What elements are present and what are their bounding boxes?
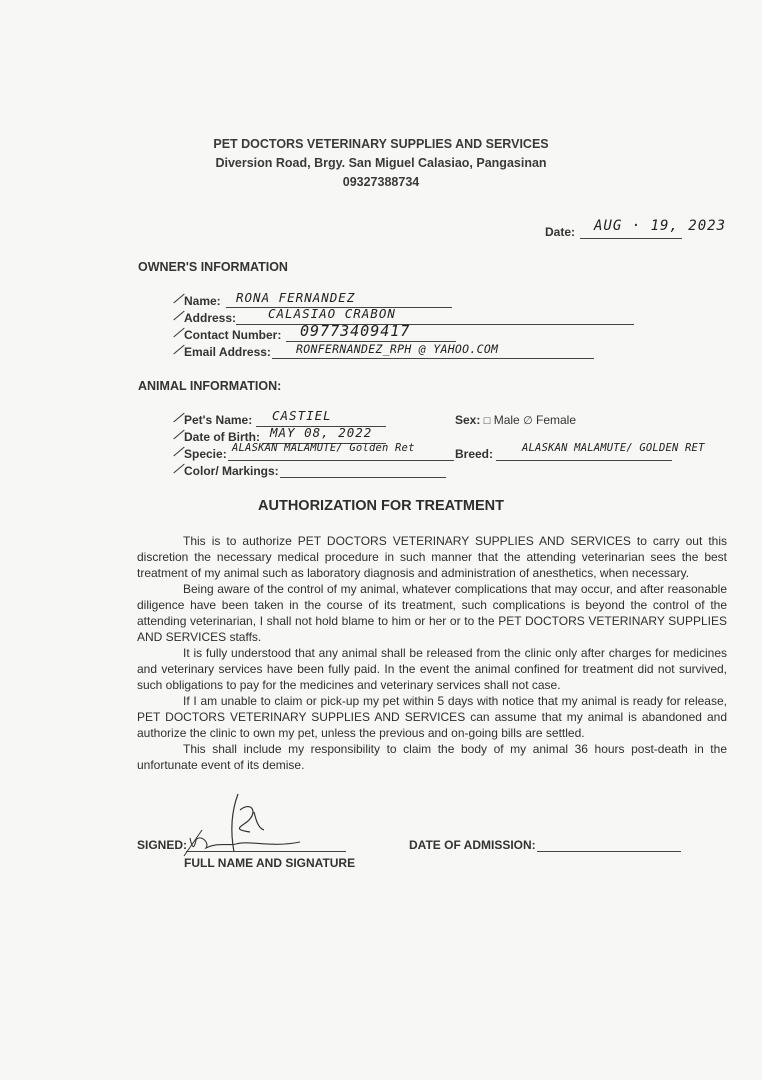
- owner-contact-value: 09773409417: [300, 322, 411, 340]
- female-checkbox-checked-icon[interactable]: ∅: [523, 415, 533, 427]
- sex-field: [455, 413, 576, 427]
- owner-address-value: CALASIAO CRABON: [268, 306, 396, 321]
- date-label: Date:: [545, 225, 576, 239]
- authorization-paragraph: This shall include my responsibility to claim the body of my animal 36 hours post-death in the unfortunate event of its demise.: [137, 742, 727, 772]
- owner-contact-label: Contact Number:: [184, 328, 282, 342]
- authorization-paragraph: If I am unable to claim or pick-up my pet within 5 days with notice that my animal is ready for release, PET DOCTORS VETERINARY SUPPLIES AND SERVICES can assume that my animal is abandoned and authorize the clinic to own my pet, unless the previous and on-going bills are settled.: [137, 694, 727, 740]
- date-line: [580, 238, 682, 239]
- handwritten-signature: [180, 790, 310, 860]
- check-mark-species: [173, 447, 184, 457]
- owner-address-line: [236, 324, 634, 325]
- sex-label: Sex:: [455, 413, 481, 427]
- check-mark-color: [173, 464, 184, 474]
- breed-label: Breed:: [455, 447, 494, 461]
- breed-value: ALASKAN MALAMUTE/ GOLDEN RET: [522, 442, 705, 454]
- male-checkbox-icon[interactable]: □: [483, 415, 491, 427]
- owner-email-line: [272, 358, 594, 359]
- animal-heading: ANIMAL INFORMATION:: [138, 379, 282, 393]
- pet-name-label: Pet's Name:: [184, 413, 253, 427]
- company-name: PET DOCTORS VETERINARY SUPPLIES AND SERVICES: [213, 137, 549, 151]
- signature-caption: FULL NAME AND SIGNATURE: [184, 856, 356, 870]
- color-markings-line: [280, 477, 446, 478]
- date-of-admission-line: [537, 851, 681, 852]
- breed-line: [496, 460, 672, 461]
- owner-heading: OWNER'S INFORMATION: [138, 260, 288, 274]
- authorization-paragraph: This is to authorize PET DOCTORS VETERINARY SUPPLIES AND SERVICES to carry out this discretion the necessary medical procedure in such manner that the attending veterinarian sees the best treatment of my animal such as laboratory diagnosis and administration of anesthetics, when necessary.: [137, 534, 727, 580]
- check-mark-email: [173, 345, 184, 355]
- authorization-body: [137, 533, 727, 773]
- check-mark-name: [173, 294, 184, 304]
- authorization-title: AUTHORIZATION FOR TREATMENT: [258, 498, 504, 514]
- check-mark-pet: [173, 413, 184, 423]
- signed-label: SIGNED:: [137, 838, 188, 852]
- pet-name-value: CASTIEL: [272, 408, 332, 423]
- company-phone: 09327388734: [342, 175, 420, 189]
- authorization-paragraph: It is fully understood that any animal shall be released from the clinic only after charges for medicines and veterinary services have been fully paid. In the event the animal confined for treatment did not survived, such obligations to pay for the medicines and veterinary services shall not case.: [137, 646, 727, 692]
- date-of-admission-label: DATE OF ADMISSION:: [409, 838, 536, 852]
- species-label: Specie:: [184, 447, 227, 461]
- male-option-label: Male: [493, 413, 520, 427]
- color-markings-label: Color/ Markings:: [184, 464, 279, 478]
- owner-name-label: Name:: [184, 294, 221, 308]
- authorization-paragraph: Being aware of the control of my animal, whatever complications that may occur, and after reasonable diligence have been taken in the course of its treatment, such complications is beyond the control of the attending veterinarian, I shall not hold blame to him or her or to the PET DOCTORS VETERINARY SUPPLIES AND SERVICES staffs.: [137, 582, 727, 644]
- company-address: Diversion Road, Brgy. San Miguel Calasiao, Pangasinan: [215, 156, 547, 170]
- owner-name-value: RONA FERNANDEZ: [236, 290, 356, 305]
- owner-address-label: Address:: [184, 311, 237, 325]
- check-mark-address: [173, 311, 184, 321]
- owner-email-label: Email Address:: [184, 345, 271, 359]
- check-mark-dob: [173, 430, 184, 440]
- dob-label: Date of Birth:: [184, 430, 260, 444]
- species-value: ALASKAN MALAMUTE/ Golden Ret: [232, 442, 415, 454]
- date-value: AUG · 19, 2023: [594, 218, 727, 234]
- species-line: [228, 460, 454, 461]
- dob-value: MAY 08, 2022: [270, 425, 373, 440]
- check-mark-contact: [173, 328, 184, 338]
- owner-email-value: RONFERNANDEZ_RPH @ YAHOO.COM: [296, 342, 499, 356]
- signature-line: [186, 851, 346, 852]
- female-option-label: Female: [536, 413, 577, 427]
